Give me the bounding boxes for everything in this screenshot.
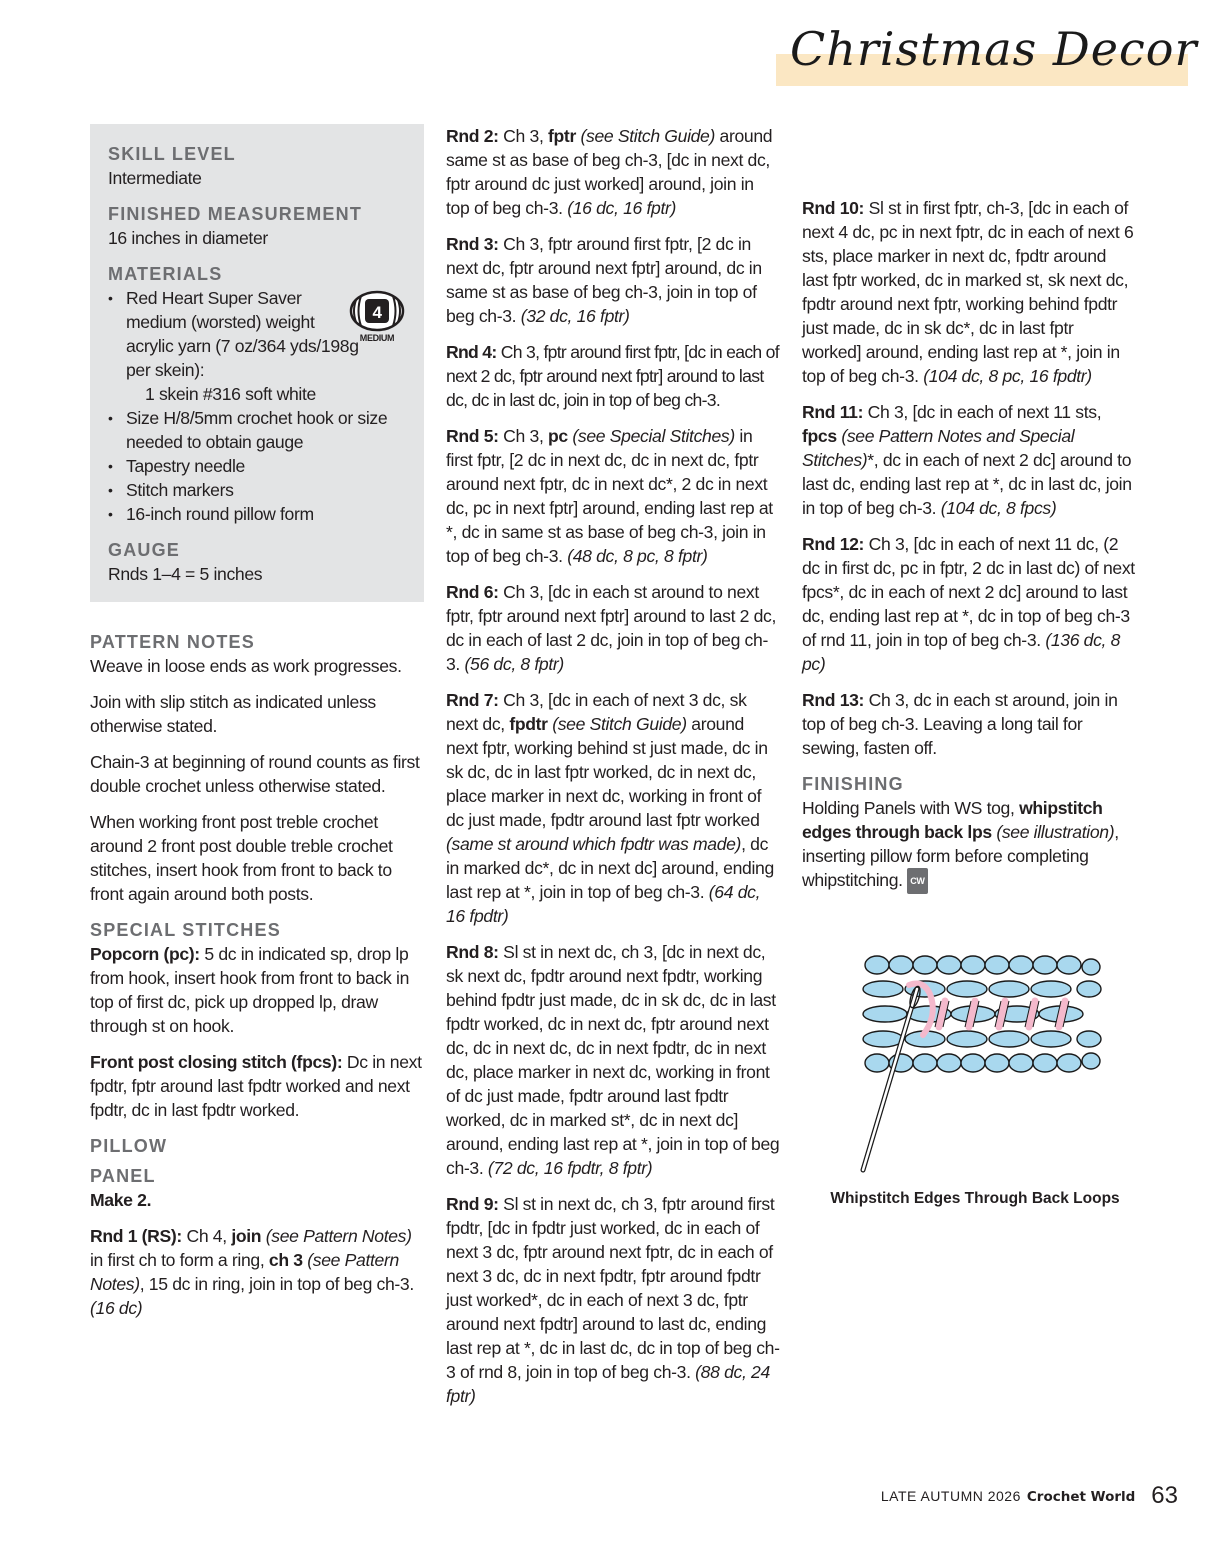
round-4: Rnd 4: Ch 3, fptr around first fptr, [dc in each of next 2 dc, fptr around next fptr] around to last dc, dc in last dc, join in top of beg ch-3. [446,342,779,410]
whipstitch-illustration [855,945,1105,1175]
special-stitches-heading: SPECIAL STITCHES [90,920,281,940]
magazine-name: Crochet World [1026,1489,1136,1505]
page-footer [881,1480,1178,1508]
issue-date: LATE AUTUMN 2026 [880,1488,1021,1504]
pattern-note: Join with slip stitch as indicated unless otherwise stated. [90,692,376,736]
column-1 [90,124,424,1332]
round-13: Rnd 13: Ch 3, dc in each st around, join in top of beg ch-3. Leaving a long tail for sewing, fasten off. [802,690,1118,758]
stitch-fpcs: Front post closing stitch (fpcs): Dc in next fpdtr, fptr around last fpdtr worked and next fpdtr, dc in last fpdtr worked. [90,1052,422,1120]
pattern-notes-heading: PATTERN NOTES [90,632,255,652]
page-number: 63 [1151,1482,1178,1509]
measurement-value: 16 inches in diameter [108,228,268,248]
skill-level-value: Intermediate [108,168,202,188]
finishing-heading: FINISHING [802,774,904,794]
round-6: Rnd 6: Ch 3, [dc in each st around to next fptr, fptr around next fptr] around to last 2 dc, dc in each of last 2 dc, join in top of beg ch-3. (56 dc, 8 fptr) [446,582,777,674]
panel-heading: PANEL [90,1166,156,1186]
pillow-heading: PILLOW [90,1136,168,1156]
material-item: • Red Heart Super Saver medium (worsted) weight acrylic yarn (7 oz/364 yds/198g per skein): 1 skein #316 soft white [108,286,366,406]
round-1: Rnd 1 (RS): Ch 4, join (see Pattern Notes) in first ch to form a ring, ch 3 (see Pattern Notes), 15 dc in ring, join in top of beg ch-3. (16 dc) [90,1226,414,1318]
round-7: Rnd 7: Ch 3, [dc in each of next 3 dc, sk next dc, fpdtr (see Stitch Guide) around next fptr, working behind st just made, dc in sk dc, dc in last fptr worked, dc in next dc, place marker in next dc, working in front of dc just made, fpdtr around last fptr worked (same st around which fpdtr was made), dc in marked dc*, dc in next dc] around, ending last rep at *, join in top of beg ch-3. (64 dc, 16 fpdtr) [446,690,774,926]
gauge-heading: GAUGE [108,540,181,560]
measurement-heading: FINISHED MEASUREMENT [108,204,363,224]
material-item: • Tapestry needle [108,454,406,478]
gauge-value: Rnds 1–4 = 5 inches [108,564,263,584]
round-11: Rnd 11: Ch 3, [dc in each of next 11 sts, fpcs (see Pattern Notes and Special Stitches)*, dc in each of next 2 dc] around to last dc, ending last rep at *, dc in last dc, join in top of beg ch-3. (104 dc, 8 fpcs) [802,402,1132,518]
column-2 [446,124,780,1420]
yarn-weight-icon [348,290,406,344]
materials-heading: MATERIALS [108,264,223,284]
cw-logo: CW [907,868,927,894]
pattern-info-box [90,124,424,602]
round-9: Rnd 9: Sl st in next dc, ch 3, fptr around first fpdtr, [dc in fpdtr just worked, dc in each of next 3 dc, fptr around next fptr, dc in each of next 3 dc, dc in next fpdtr, fptr around fpdtr just worked*, dc in each of next 3 dc, fptr around next fpdtr] around to last dc, ending last rep at *, dc in last dc, dc in top of beg ch-3 of rnd 8, join in top of beg ch-3. (88 dc, 24 fptr) [446,1194,780,1406]
pattern-note: When working front post treble crochet around 2 front post double treble crochet stitches, insert hook from front to back to front again around both posts. [90,812,393,904]
round-5: Rnd 5: Ch 3, pc (see Special Stitches) in first fptr, [2 dc in next dc, dc in next dc, fptr around next fptr, dc in next dc*, 2 dc in next dc, pc in next fptr] around, ending last rep at *, dc in same st as base of beg ch-3, join in top of beg ch-3. (48 dc, 8 pc, 8 fptr) [446,426,773,566]
skill-level-heading: SKILL LEVEL [108,144,236,164]
round-3: Rnd 3: Ch 3, fptr around first fptr, [2 dc in next dc, fptr around next fptr] around, dc in same st as base of beg ch-3, join in top of beg ch-3. (32 dc, 16 fptr) [446,234,762,326]
pattern-note: Chain-3 at beginning of round counts as first double crochet unless otherwise stated. [90,752,420,796]
material-item: • Size H/8/5mm crochet hook or size needed to obtain gauge [108,406,406,454]
pattern-note: Weave in loose ends as work progresses. [90,656,402,676]
make-count: Make 2. [90,1190,152,1210]
material-item: • 16-inch round pillow form [108,502,406,526]
svg-text:MEDIUM: MEDIUM [359,333,395,343]
material-item: • Stitch markers [108,478,406,502]
round-2: Rnd 2: Ch 3, fptr (see Stitch Guide) around same st as base of beg ch-3, [dc in next dc, fptr around dc just worked] around, join in top of beg ch-3. (16 dc, 16 fptr) [446,126,773,218]
material-subitem: 1 skein #316 soft white [145,384,316,404]
illustration-caption: Whipstitch Edges Through Back Loops [830,1190,1120,1207]
section-title: Christmas Decor [790,22,1198,76]
round-12: Rnd 12: Ch 3, [dc in each of next 11 dc, (2 dc in first dc, pc in fptr, 2 dc in last dc) of next fpcs*, dc in each of next 2 dc] around to last dc, ending last rep at *, dc in top of beg ch-3 of rnd 11, join in top of beg ch-3. (136 dc, 8 pc) [802,534,1135,674]
svg-text:4: 4 [372,303,382,322]
finishing-text: Holding Panels with WS tog, whipstitch edges through back lps (see illustration), inserting pillow form before completing whipstitching. CW [802,796,1136,894]
stitch-popcorn: Popcorn (pc): 5 dc in indicated sp, drop lp from hook, insert hook from front to back in top of first dc, pick up dropped lp, draw through st on hook. [90,944,410,1036]
round-10: Rnd 10: Sl st in first fptr, ch-3, [dc in each of next 4 dc, pc in next fptr, dc in each of next 6 sts, place marker in next dc, fpdtr around last fptr worked, dc in marked st, sk next dc, fpdtr around next fptr, working behind fpdtr just made, dc in sk dc*, dc in last fptr worked] around, ending last rep at *, join in top of beg ch-3. (104 dc, 8 pc, 16 fpdtr) [802,198,1134,386]
round-8: Rnd 8: Sl st in next dc, ch 3, [dc in next dc, sk next dc, fpdtr around next fpdtr, working behind fpdtr just made, dc in sk dc, dc in last fpdtr worked, dc in next dc, fptr around next dc, dc in next dc, dc in next fpdtr, dc in next dc, place marker in next dc, working in front of dc just made, fpdtr around last fpdtr worked, dc in marked st*, dc in next dc] around, ending last rep at *, join in top of beg ch-3. (72 dc, 16 fpdtr, 8 fptr) [446,942,780,1178]
column-3 [802,124,1136,906]
